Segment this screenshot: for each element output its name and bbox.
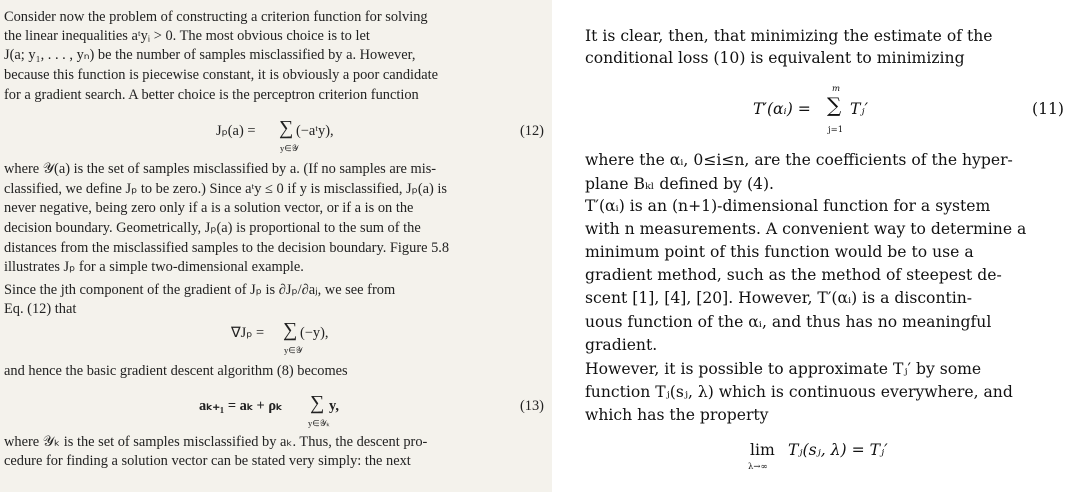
text-line: cedure for finding a solution vector can be stated very simply: the next xyxy=(4,453,411,469)
summation-symbol: ∑ xyxy=(310,392,325,414)
text-line: gradient method, such as the method of steepest de- xyxy=(585,266,1002,284)
text-line: which has the property xyxy=(585,406,769,424)
equation-lhs: ∇Jₚ = xyxy=(231,325,265,341)
equation-lhs: T′(αᵢ) = xyxy=(753,100,811,118)
equation-number: (11) xyxy=(1032,100,1065,118)
text-line: with n measurements. A convenient way to determine a xyxy=(585,220,1027,238)
text-line: decision boundary. Geometrically, Jₚ(a) is proportional to the sum of the xyxy=(4,220,421,236)
summation-index: y∈𝒴ₖ xyxy=(308,418,330,428)
text-line: uous function of the αᵢ, and thus has no meaningful xyxy=(585,313,992,331)
text-line: Since the jth component of the gradient of Jₚ is ∂Jₚ/∂aⱼ, we see from xyxy=(4,282,396,298)
equation-lhs: aₖ₊₁ = aₖ + ρₖ xyxy=(199,398,283,414)
text-line: classified, we define Jₚ to be zero.) Since aᵗy ≤ 0 if y is misclassified, Jₚ(a) is xyxy=(4,181,447,197)
text-line: where the αᵢ, 0≤i≤n, are the coefficients of the hyper- xyxy=(585,151,1013,169)
text-line: illustrates Jₚ for a simple two-dimensional example. xyxy=(4,259,304,275)
summation-index: y∈𝒴 xyxy=(284,345,303,355)
text-line: for a gradient search. A better choice is the perceptron criterion function xyxy=(4,87,419,103)
text-line: scent [1], [4], [20]. However, T′(αᵢ) is a discontin- xyxy=(585,289,973,307)
equation-rhs: y, xyxy=(329,398,339,414)
text-line: Eq. (12) that xyxy=(4,301,77,317)
text-line: It is clear, then, that minimizing the estimate of the xyxy=(585,27,993,45)
equation-rhs: (−y), xyxy=(300,325,329,341)
summation-symbol: ∑ xyxy=(279,117,294,139)
text-line: because this function is piecewise constant, it is obviously a poor candidate xyxy=(4,67,439,83)
equation-number: (13) xyxy=(520,398,544,414)
summation-symbol: ∑ xyxy=(827,93,842,117)
equation-rhs: (−aᵗy), xyxy=(296,123,334,139)
equation-lhs: Jₚ(a) = xyxy=(216,123,256,139)
equation-rhs: Tⱼ′ xyxy=(850,100,869,118)
text-line: never negative, being zero only if a is a solution vector, or if a is on the xyxy=(4,200,414,216)
summation-lower-limit: j=1 xyxy=(828,125,844,135)
summation-index: y∈𝒴 xyxy=(280,143,299,153)
text-line: gradient. xyxy=(585,336,658,354)
text-line: the linear inequalities aᵗyᵢ > 0. The most obvious choice is to let xyxy=(4,28,370,44)
text-line: function Tⱼ(sⱼ, λ) which is continuous everywhere, and xyxy=(585,383,1013,401)
equation-number: (12) xyxy=(520,123,544,139)
text-line: plane Bₖₗ defined by (4). xyxy=(585,175,774,193)
text-line: J(a; y₁, . . . , yₙ) be the number of samples misclassified by a. However, xyxy=(4,47,416,63)
text-line: Consider now the problem of constructing a criterion function for solving xyxy=(4,9,428,25)
text-line: where 𝒴ₖ is the set of samples misclassified by aₖ. Thus, the descent pro- xyxy=(4,434,428,450)
right-page-column xyxy=(578,0,1078,492)
text-line: T′(αᵢ) is an (n+1)-dimensional function for a system xyxy=(585,197,991,215)
text-line: conditional loss (10) is equivalent to minimizing xyxy=(585,49,965,67)
summation-upper-limit: m xyxy=(832,84,841,94)
text-line: distances from the misclassified samples to the decision boundary. Figure 5.8 xyxy=(4,240,450,256)
text-line: However, it is possible to approximate Tⱼ′ by some xyxy=(585,360,982,378)
summation-symbol: ∑ xyxy=(283,319,298,341)
equation-rhs: Tⱼ(sⱼ, λ) = Tⱼ′ xyxy=(788,441,888,459)
text-line: minimum point of this function would be to use a xyxy=(585,243,974,261)
limit-operator: lim xyxy=(750,441,775,459)
text-line: and hence the basic gradient descent algorithm (8) becomes xyxy=(4,363,348,379)
text-line: where 𝒴(a) is the set of samples misclassified by a. (If no samples are mis- xyxy=(4,161,437,177)
limit-subscript: λ→∞ xyxy=(748,462,768,472)
